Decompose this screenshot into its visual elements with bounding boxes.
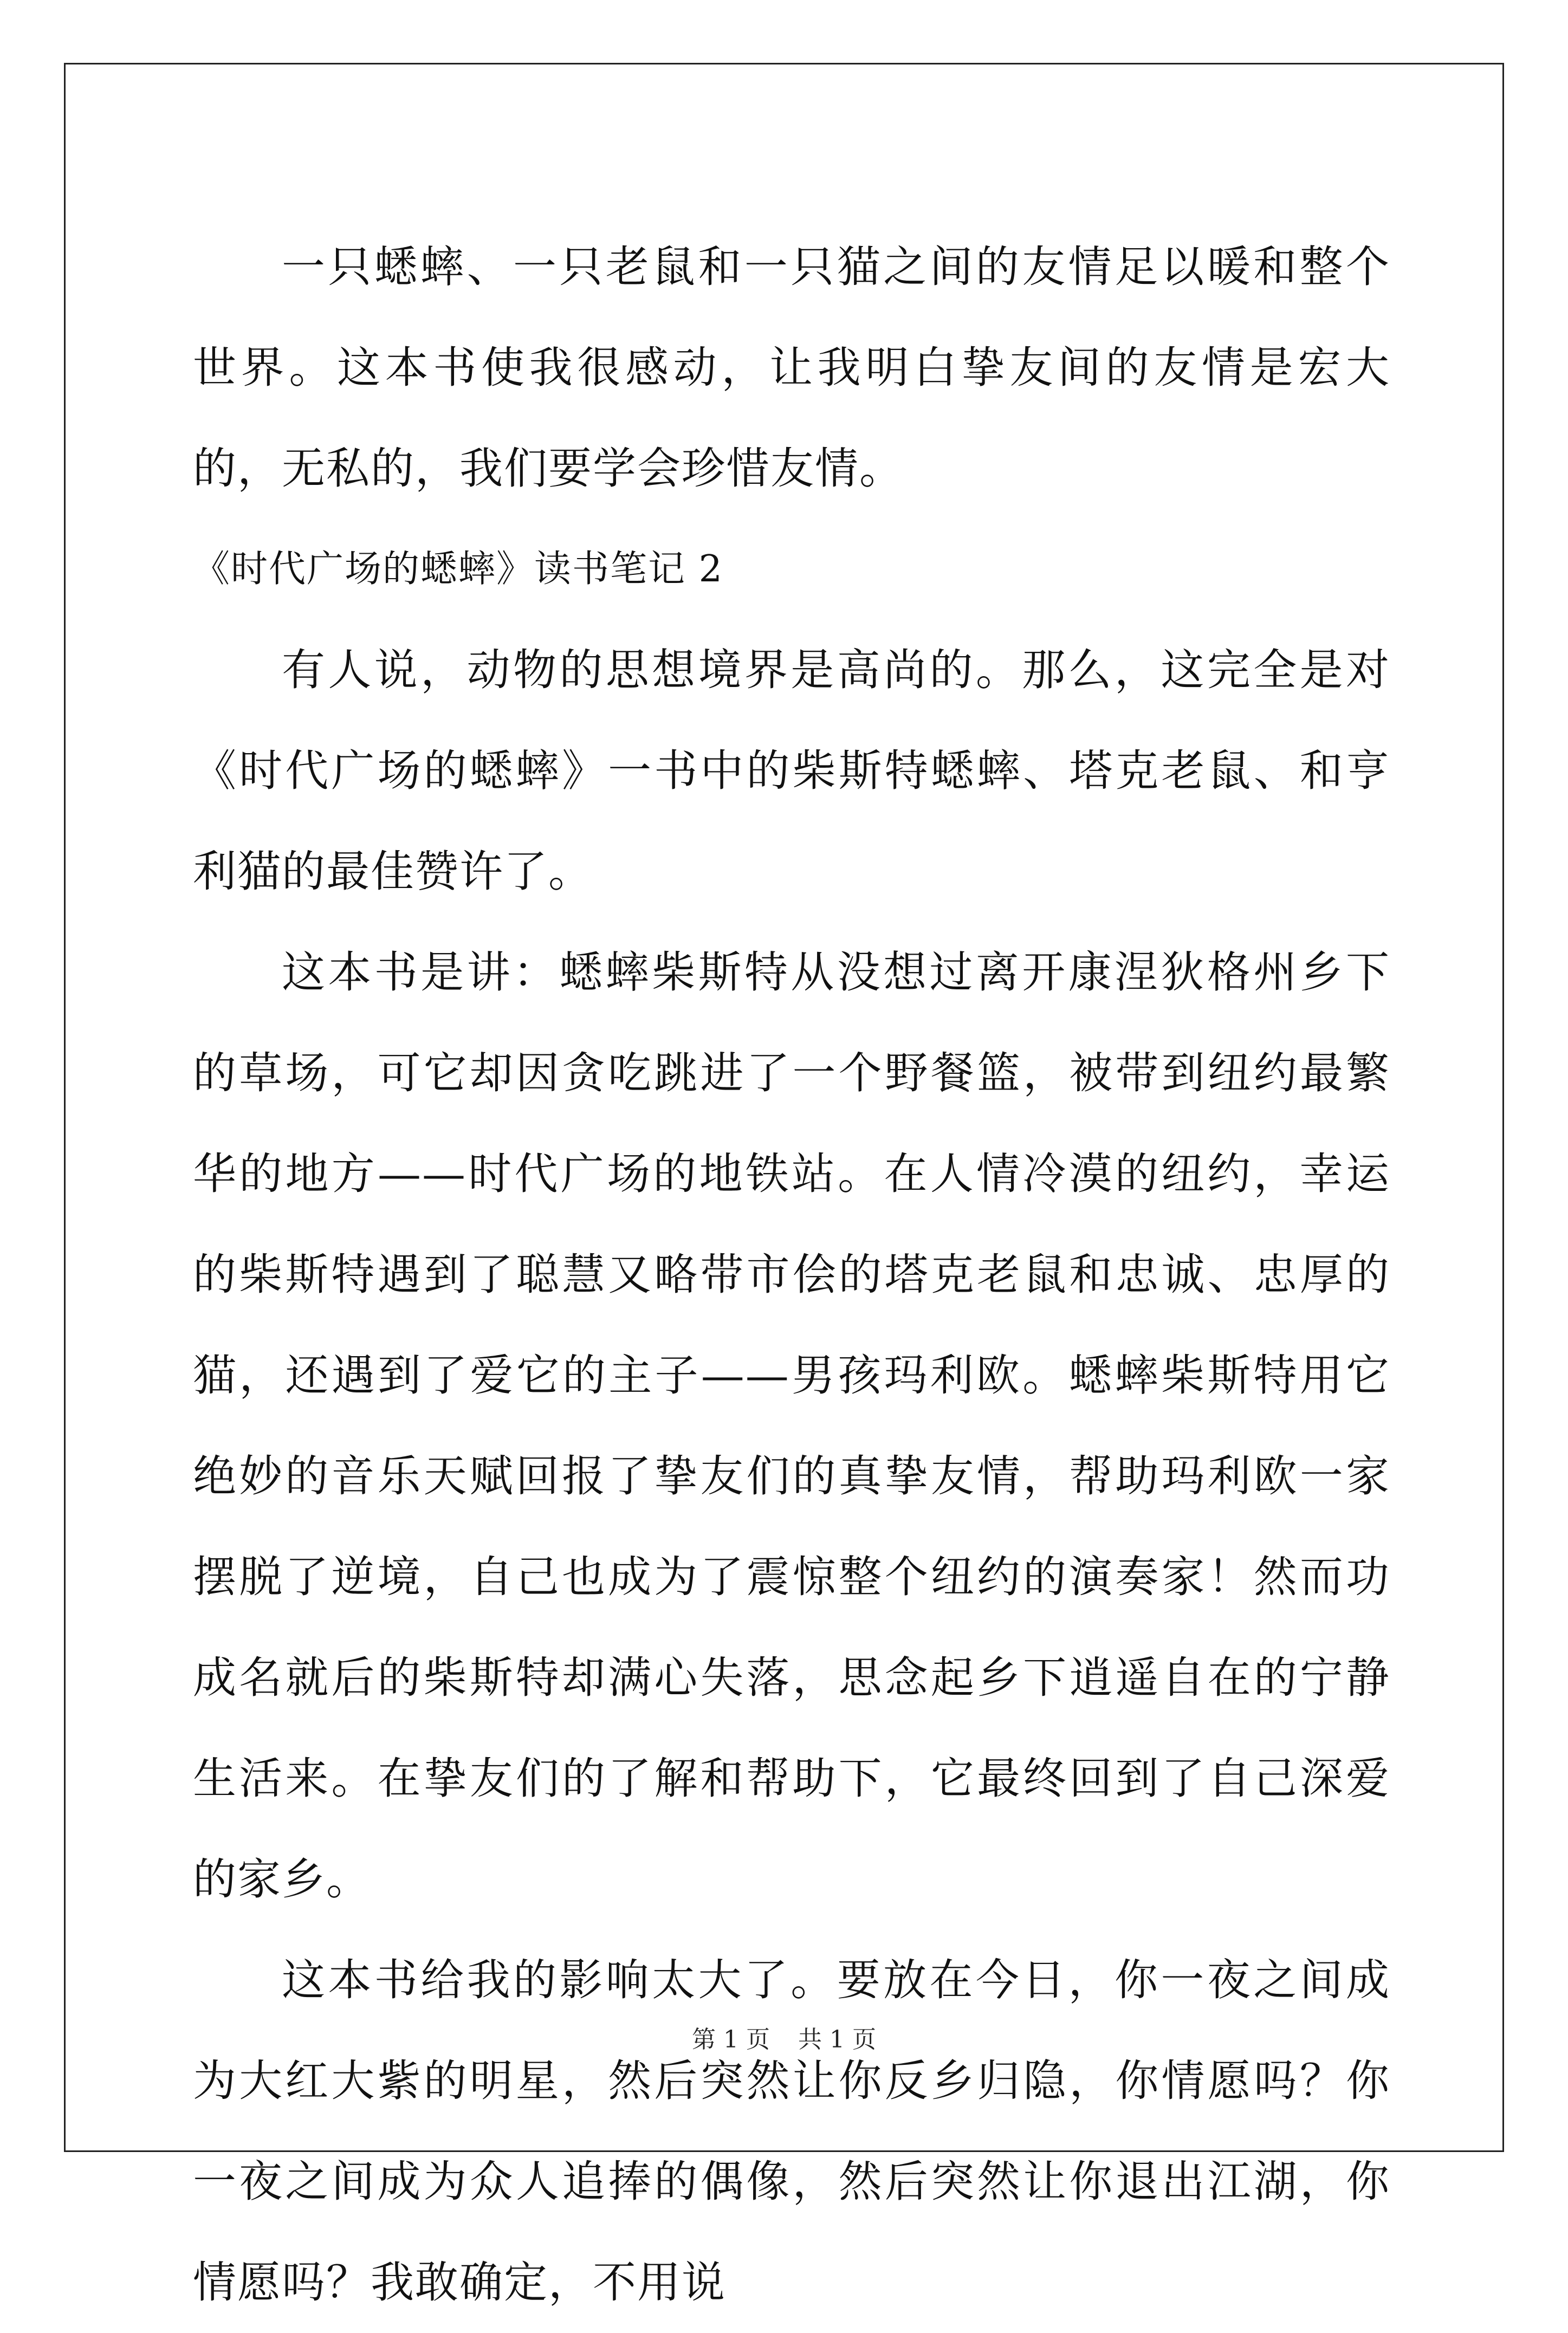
paragraph-reflection: 这本书给我的影响太大了。要放在今日，你一夜之间成为大红大紫的明星，然后突然让你反乡归隐，你情愿吗？你一夜之间成为众人追捧的偶像，然后突然让你退出江湖，你情愿吗？我敢确定，不用说: [193, 1955, 1390, 2308]
section-heading: 《时代广场的蟋蟀》读书笔记 2: [193, 548, 723, 591]
page-number: 第 1 页: [692, 2026, 770, 2053]
page-total: 共 1 页: [798, 2026, 876, 2053]
document-body: [193, 217, 1390, 2333]
paragraph-intro: 一只蟋蟀、一只老鼠和一只猫之间的友情足以暖和整个世界。这本书使我很感动，让我明白挚友间的友情是宏大的，无私的，我们要学会珍惜友情。: [193, 242, 1390, 494]
paragraph-summary: 这本书是讲：蟋蟀柴斯特从没想过离开康涅狄格州乡下的草场，可它却因贪吃跳进了一个野餐篮，被带到纽约最繁华的地方——时代广场的地铁站。在人情冷漠的纽约，幸运的柴斯特遇到了聪慧又略带市侩的塔克老鼠和忠诚、忠厚的猫，还遇到了爱它的主子——男孩玛利欧。蟋蟀柴斯特用它绝妙的音乐天赋回报了挚友们的真挚友情，帮助玛利欧一家摆脱了逆境，自己也成为了震惊整个纽约的演奏家！然而功成名就后的柴斯特却满心失落，思念起乡下逍遥自在的宁静生活来。在挚友们的了解和帮助下，它最终回到了自己深爱的家乡。: [193, 947, 1390, 1904]
paragraph-opening: 有人说，动物的思想境界是高尚的。那么，这完全是对《时代广场的蟋蟀》一书中的柴斯特蟋蟀、塔克老鼠、和亨利猫的最佳赞许了。: [193, 645, 1390, 897]
page-footer: [0, 2024, 1568, 2056]
